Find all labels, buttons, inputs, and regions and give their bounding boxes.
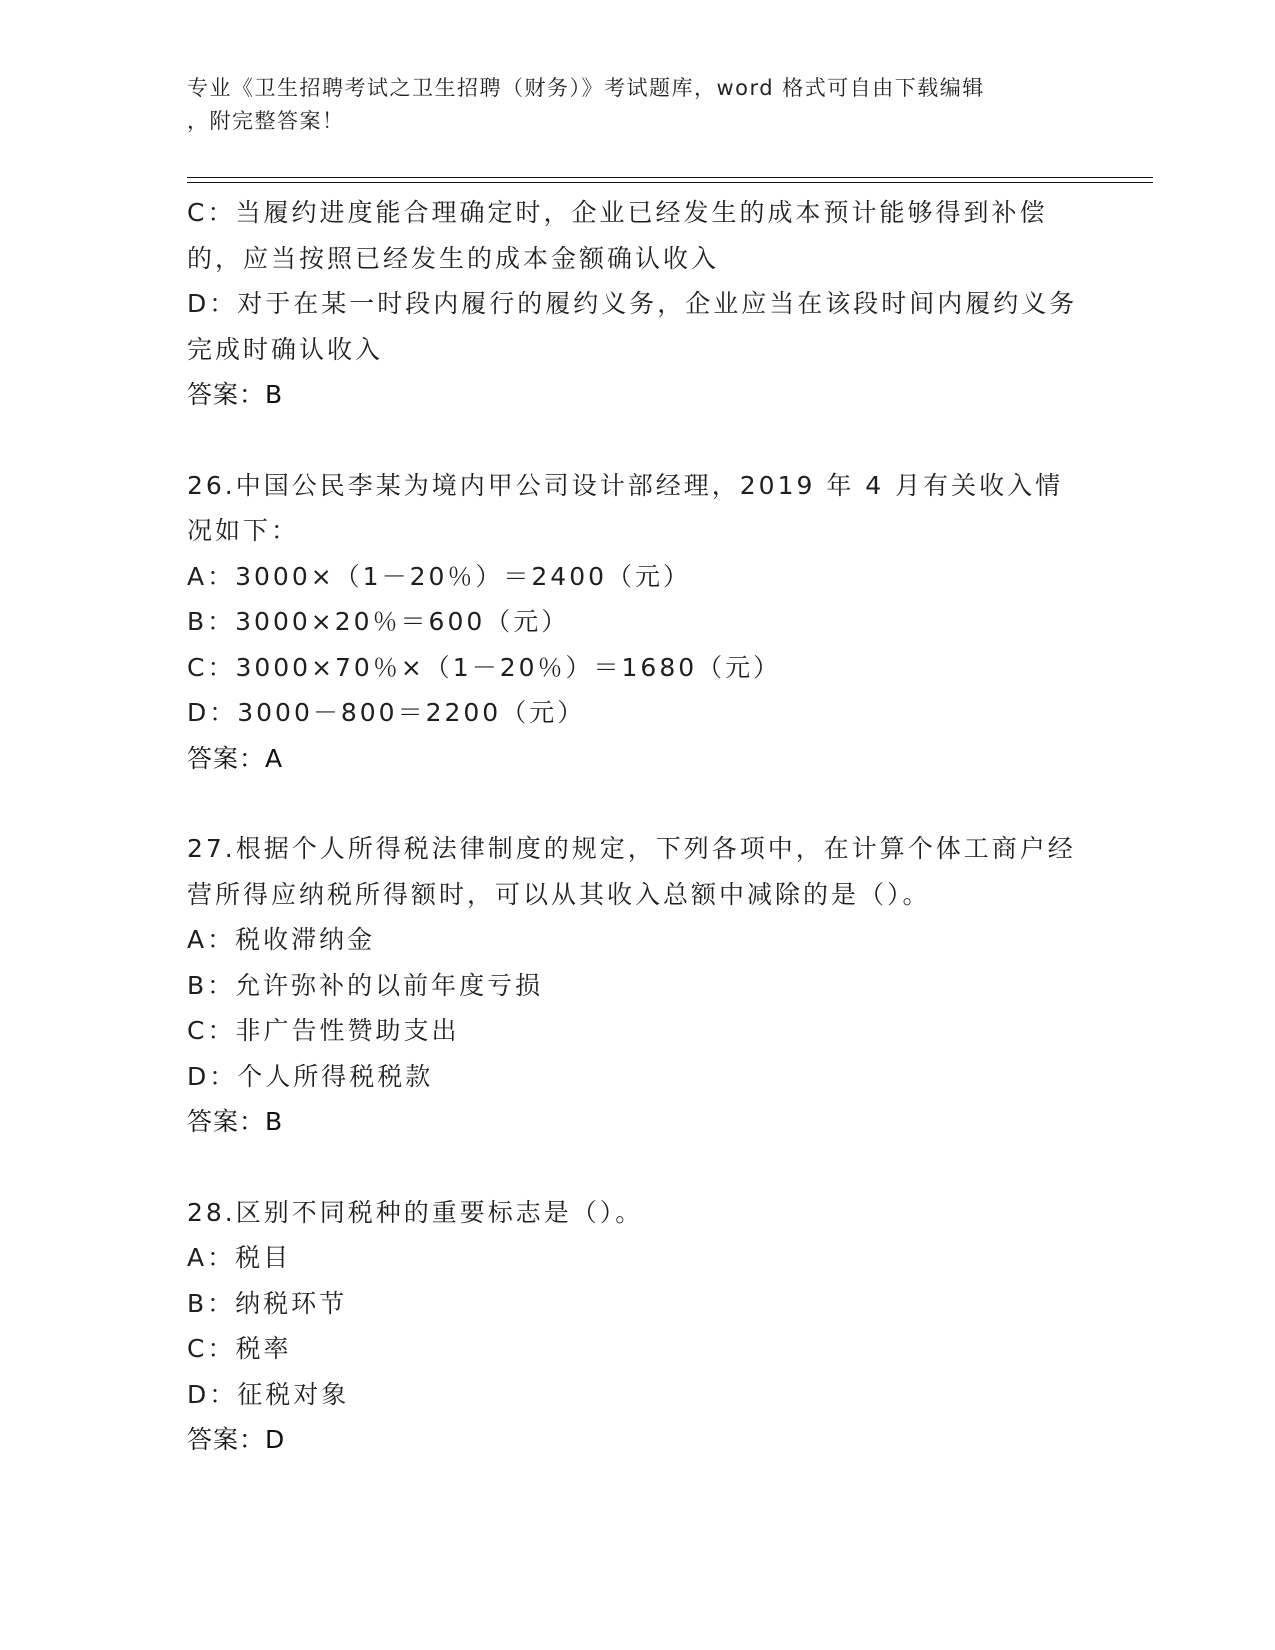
option-d: D：对于在某一时段内履行的履约义务，企业应当在该段时间内履约义务完成时确认收入: [187, 289, 1078, 364]
header-line-2: ，附完整答案！: [187, 109, 345, 133]
answer: 答案：B: [187, 380, 284, 409]
continued-question: [187, 190, 1087, 418]
option-d: D：征税对象: [187, 1379, 350, 1409]
question-stem: 28.区别不同税种的重要标志是（）。: [187, 1197, 644, 1227]
option-b: B：3000×20％＝600（元）: [187, 607, 570, 636]
option-c: C：税率: [187, 1334, 292, 1363]
header-divider-bottom: [187, 182, 1153, 183]
header-line-1: 专业《卫生招聘考试之卫生招聘（财务）》考试题库，word 格式可自由下载编辑: [187, 76, 985, 100]
option-b: B：纳税环节: [187, 1288, 348, 1318]
answer: 答案：B: [187, 1107, 284, 1136]
question-stem: 27.根据个人所得税法律制度的规定，下列各项中，在计算个体工商户经营所得应纳税所得额时，可以从其收入总额中减除的是（）。: [187, 834, 1076, 909]
question-26: [187, 463, 1087, 782]
header-divider-top: [187, 177, 1153, 178]
question-stem: 26.中国公民李某为境内甲公司设计部经理，2019 年 4 月有关收入情况如下：: [187, 470, 1064, 545]
answer: 答案：D: [187, 1425, 286, 1454]
option-d: D：个人所得税税款: [187, 1061, 434, 1091]
option-b: B：允许弥补的以前年度亏损: [187, 970, 544, 1000]
answer: 答案：A: [187, 743, 284, 773]
option-c: C：3000×70％×（1－20％）＝1680（元）: [187, 652, 782, 682]
question-28: [187, 1190, 1087, 1463]
header-note: [187, 72, 1067, 138]
option-a: A：3000×（1－20％）＝2400（元）: [187, 561, 692, 591]
option-d: D：3000－800＝2200（元）: [187, 698, 586, 727]
question-content: [187, 190, 1087, 1463]
question-27: [187, 826, 1087, 1145]
option-a: A：税目: [187, 1243, 292, 1272]
option-a: A：税收滞纳金: [187, 925, 376, 954]
option-c: C：当履约进度能合理确定时，企业已经发生的成本预计能够得到补偿的，应当按照已经发生的成本金额确认收入: [187, 198, 1048, 273]
option-c: C：非广告性赞助支出: [187, 1016, 460, 1045]
